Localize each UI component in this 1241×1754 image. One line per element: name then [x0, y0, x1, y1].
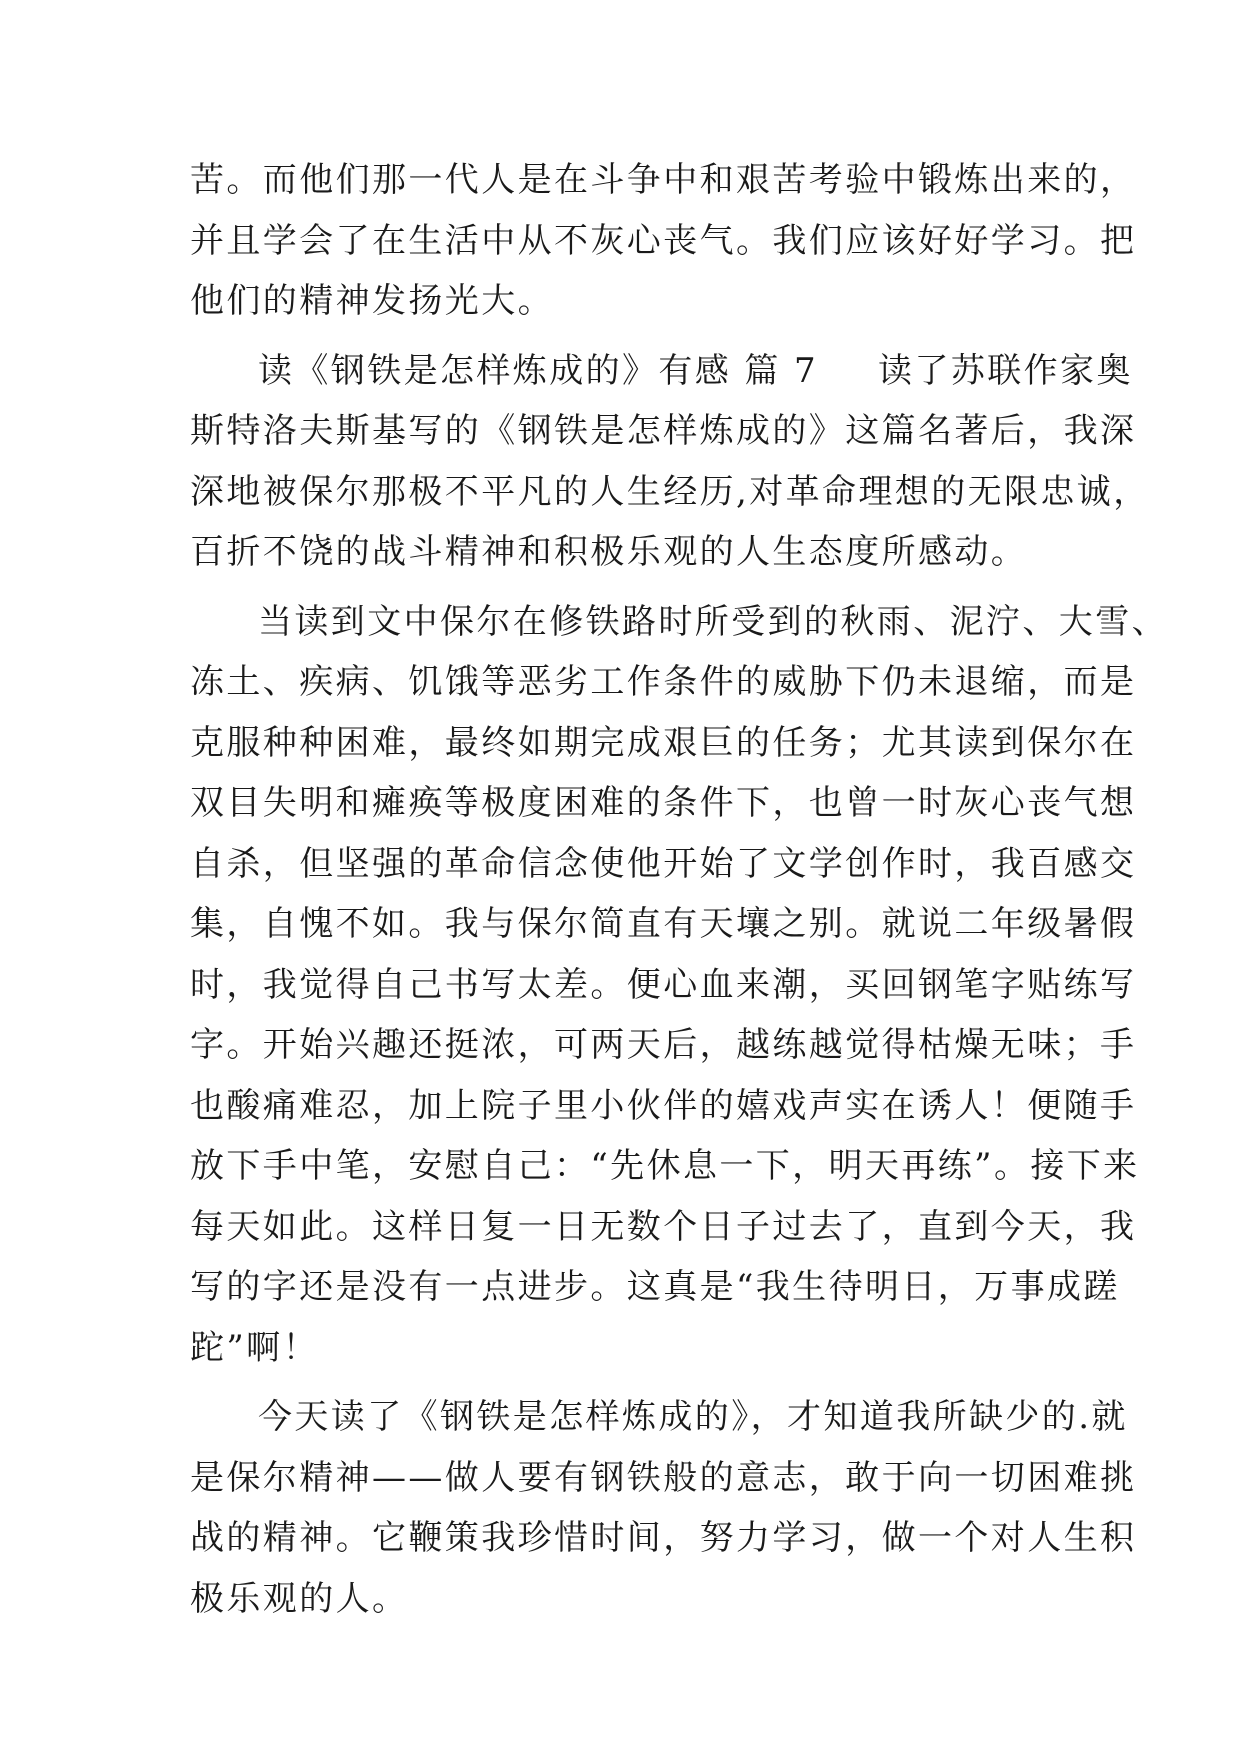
text-line: 百折不饶的战斗精神和积极乐观的人生态度所感动。 [190, 532, 1028, 572]
text-line: 当读到文中保尔在修铁路时所受到的秋雨、泥泞、大雪、 [258, 601, 1168, 642]
text-line: 双目失明和瘫痪等极度困难的条件下，也曾一时灰心丧气想 [190, 783, 1137, 823]
text-line: 每天如此。这样日复一日无数个日子过去了，直到今天，我 [190, 1206, 1137, 1247]
document-body [190, 150, 1168, 1629]
text-line: 斯特洛夫斯基写的《钢铁是怎样炼成的》这篇名著后，我深 [190, 411, 1137, 451]
text-line: 克服种种困难，最终如期完成艰巨的任务；尤其读到保尔在 [190, 722, 1137, 763]
text-line: 深地被保尔那极不平凡的人生经历,对革命理想的无限忠诚， [190, 471, 1150, 512]
text-line: 字。开始兴趣还挺浓，可两天后，越练越觉得枯燥无味；手 [190, 1025, 1137, 1065]
paragraph-section-7 [190, 341, 1150, 583]
text-line-heading [190, 341, 1133, 402]
text-line: 是保尔精神——做人要有钢铁般的意志，敢于向一切困难挑 [190, 1457, 1137, 1498]
text-line: 冻土、疾病、饥饿等恶劣工作条件的威胁下仍未退缩，而是 [190, 662, 1137, 702]
text-line: 极乐观的人。 [190, 1578, 409, 1619]
text-line: 今天读了《钢铁是怎样炼成的》，才知道我所缺少的.就 [258, 1397, 1128, 1437]
section-heading: 读《钢铁是怎样炼成的》有感 篇 7 [258, 350, 819, 391]
text-line: 并且学会了在生活中从不灰心丧气。我们应该好好学习。把 [190, 220, 1137, 261]
heading-line-rest: 读了苏联作家奥 [878, 350, 1133, 391]
text-line: 写的字还是没有一点进步。这真是“我生待明日，万事成蹉 [190, 1267, 1120, 1307]
text-line: 苦。而他们那一代人是在斗争中和艰苦考验中锻炼出来的， [190, 160, 1137, 200]
text-line: 也酸痛难忍，加上院子里小伙伴的嬉戏声实在诱人！便随手 [190, 1085, 1137, 1126]
text-line: 自杀，但坚强的革命信念使他开始了文学创作时，我百感交 [190, 843, 1137, 884]
paragraph-reading-experience [190, 592, 1168, 1379]
text-line: 跎”啊！ [190, 1327, 319, 1368]
text-line: 时，我觉得自己书写太差。便心血来潮，买回钢笔字贴练写 [190, 964, 1137, 1005]
text-line: 战的精神。它鞭策我珍惜时间，努力学习，做一个对人生积 [190, 1518, 1137, 1558]
text-line: 集，自愧不如。我与保尔简直有天壤之别。就说二年级暑假 [190, 904, 1137, 944]
text-line: 放下手中笔，安慰自己：“先休息一下，明天再练”。接下来 [190, 1146, 1140, 1186]
paragraph-conclusion [190, 1387, 1137, 1629]
text-line: 他们的精神发扬光大。 [190, 281, 554, 321]
paragraph-continuation [190, 150, 1137, 332]
